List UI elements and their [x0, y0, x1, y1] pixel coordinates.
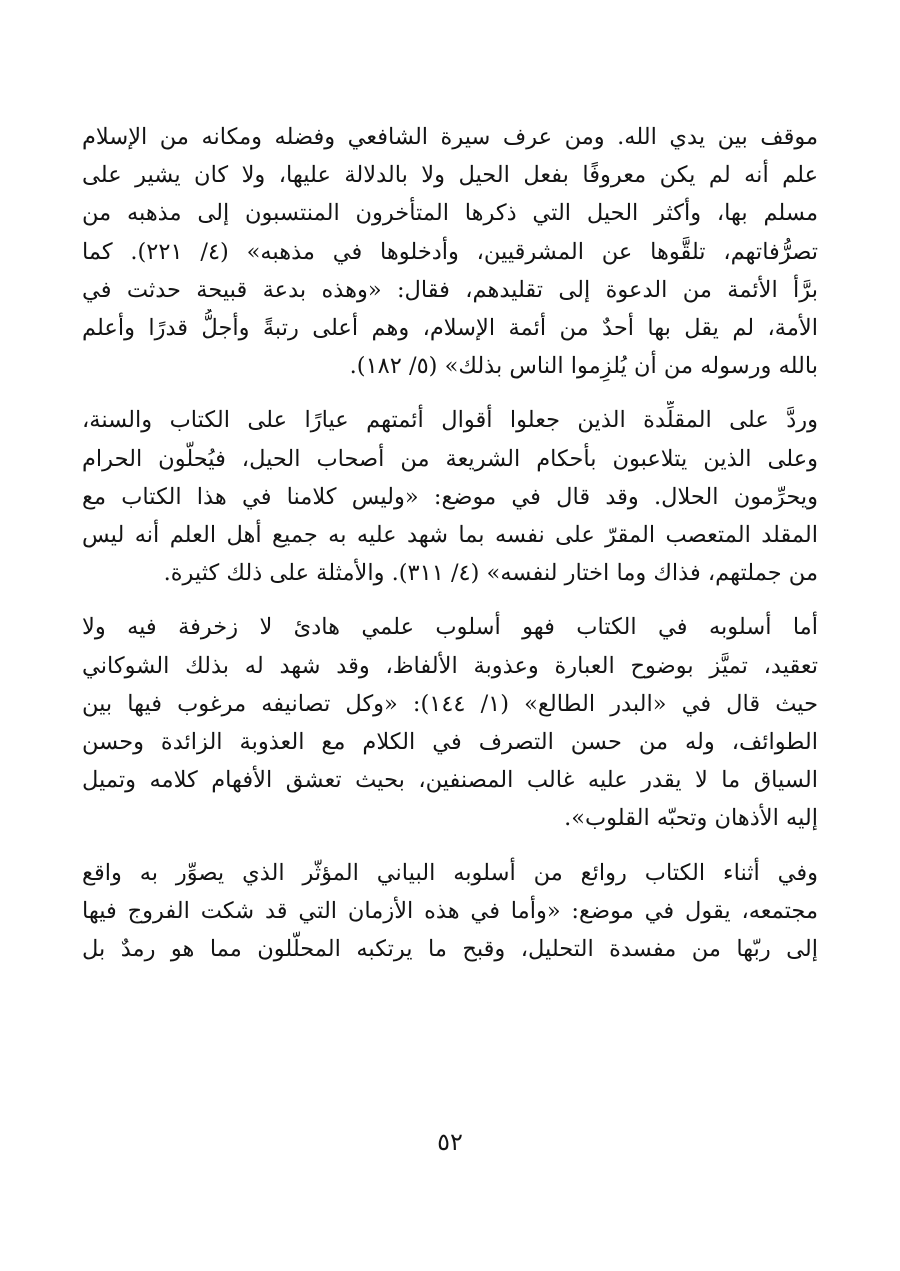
text-line: الطوائف، وله من حسن التصرف في الكلام مع العذوبة الزائدة وحسن	[82, 729, 818, 756]
page-number: ٥٢	[437, 1128, 463, 1156]
text-line: إليه الأذهان وتحبّه القلوب».	[564, 805, 818, 832]
text-line: حيث قال في «البدر الطالع» (١/ ١٤٤): «وكل تصانيفه مرغوب فيها بين	[82, 690, 818, 717]
text-line: وعلى الذين يتلاعبون بأحكام الشريعة من أصحاب الحيل، فيُحلّون الحرام	[82, 445, 818, 472]
text-line: وردَّ على المقلِّدة الذين جعلوا أقوال أئمتهم عيارًا على الكتاب والسنة،	[82, 407, 818, 434]
paragraph-4	[82, 854, 818, 969]
text-line: تصرُّفاتهم، تلقَّوها عن المشرقيين، وأدخلوها في مذهبه» (٤/ ٢٢١). كما	[82, 238, 818, 265]
paragraph-3	[82, 608, 818, 837]
text-line: موقف بين يدي الله. ومن عرف سيرة الشافعي وفضله ومكانه من الإسلام	[82, 124, 818, 150]
text-line: تعقيد، تميَّز بوضوح العبارة وعذوبة الألفاظ، وقد شهد له بذلك الشوكاني	[82, 652, 818, 679]
text-line: ويحرِّمون الحلال. وقد قال في موضع: «وليس كلامنا في هذا الكتاب مع	[82, 483, 818, 510]
paragraph-1	[82, 118, 818, 385]
text-line: مجتمعه، يقول في موضع: «وأما في هذه الأزمان التي قد شكت الفروج فيها	[82, 897, 818, 924]
text-line: مسلم بها، وأكثر الحيل التي ذكرها المتأخرون المنتسبون إلى مذهبه من	[82, 200, 818, 227]
text-line: علم أنه لم يكن معروفًا بفعل الحيل ولا بالدلالة عليها، ولا كان يشير على	[82, 162, 818, 189]
text-line: من جملتهم، فذاك وما اختار لنفسه» (٤/ ٣١١). والأمثلة على ذلك كثيرة.	[163, 560, 818, 587]
text-line: برَّأ الأئمة من الدعوة إلى تقليدهم، فقال: «وهذه بدعة قبيحة حدثت في	[82, 276, 818, 303]
text-line: المقلد المتعصب المقرّ على نفسه بما شهد عليه به جميع أهل العلم أنه ليس	[82, 522, 818, 549]
text-line: الأمة، لم يقل بها أحدٌ من أئمة الإسلام، وهم أعلى رتبةً وأجلُّ قدرًا وأعلم	[82, 315, 818, 342]
page-body	[82, 118, 818, 968]
text-line: وفي أثناء الكتاب روائع من أسلوبه البياني المؤثّر الذي يصوِّر به واقع	[82, 859, 818, 886]
text-line: أما أسلوبه في الكتاب فهو أسلوب علمي هادئ لا زخرفة فيه ولا	[82, 614, 818, 641]
text-line: بالله ورسوله من أن يُلزِموا الناس بذلك» (٥/ ١٨٢).	[349, 353, 818, 380]
text-line: السياق ما لا يقدر عليه غالب المصنفين، بحيث تعشق الأفهام كلامه وتميل	[82, 767, 818, 794]
text-line: إلى ربّها من مفسدة التحليل، وقبح ما يرتكبه المحلّلون مما هو رمدٌ بل	[82, 936, 818, 963]
paragraph-2	[82, 401, 818, 592]
